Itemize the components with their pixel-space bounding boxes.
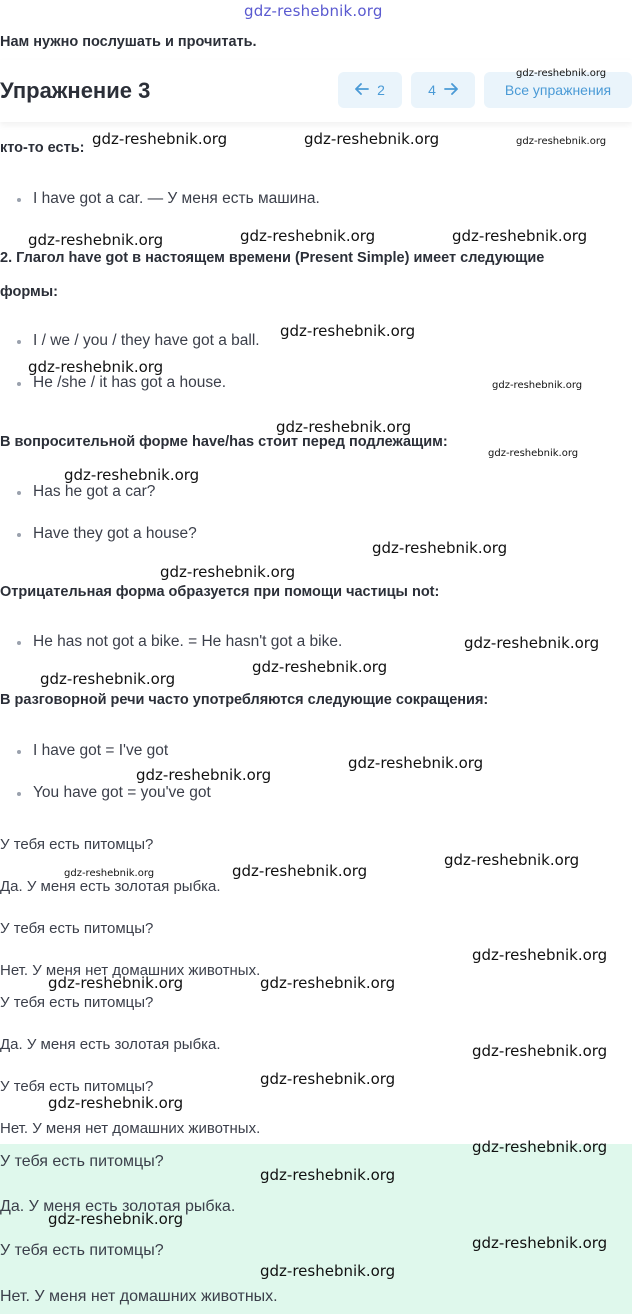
watermark: gdz-reshebnik.org	[260, 1070, 396, 1088]
watermark: gdz-reshebnik.org	[48, 974, 184, 992]
dialogue-answer: Нет. У меня нет домашних животных.	[0, 1120, 261, 1137]
rule-point-2-cont: формы:	[0, 284, 58, 300]
bullet	[17, 641, 21, 645]
bullet	[17, 491, 21, 495]
next-exercise-label: 4	[428, 82, 436, 98]
watermark: gdz-reshebnik.org	[28, 358, 164, 376]
watermark: gdz-reshebnik.org	[260, 1262, 396, 1280]
example-item: I have got a car. — У меня есть машина.	[33, 190, 320, 207]
watermark: gdz-reshebnik.org	[472, 946, 608, 964]
prev-exercise-button[interactable]	[338, 72, 402, 108]
watermark: gdz-reshebnik.org	[472, 1234, 608, 1252]
watermark: gdz-reshebnik.org	[280, 322, 416, 340]
watermark: gdz-reshebnik.org	[40, 670, 176, 688]
all-exercises-label: Все упражнения	[504, 82, 612, 98]
dialogue-answer: Нет. У меня нет домашних животных.	[0, 962, 261, 979]
watermark: gdz-reshebnik.org	[252, 658, 388, 676]
question-item: Have they got a house?	[33, 525, 197, 542]
prev-exercise-label: 2	[377, 82, 385, 98]
theory-line: кто-то есть:	[0, 140, 85, 156]
dialogue-question: У тебя есть питомцы?	[0, 994, 154, 1011]
watermark: gdz-reshebnik.org	[160, 563, 296, 581]
watermark: gdz-reshebnik.org	[452, 227, 588, 245]
watermark: gdz-reshebnik.org	[92, 130, 228, 148]
watermark: gdz-reshebnik.org	[488, 448, 579, 459]
watermark: gdz-reshebnik.org	[232, 862, 368, 880]
question-rule: В вопросительной форме have/has стоит перед подлежащим:	[0, 434, 448, 450]
bullet	[17, 340, 21, 344]
watermark: gdz-reshebnik.org	[472, 1138, 608, 1156]
watermark: gdz-reshebnik.org	[492, 380, 583, 391]
answer-line: Нет. У меня нет домашних животных.	[0, 1288, 278, 1305]
contraction-item: You have got = you've got	[33, 784, 211, 801]
watermark: gdz-reshebnik.org	[28, 231, 164, 249]
watermark: gdz-reshebnik.org	[260, 974, 396, 992]
watermark: gdz-reshebnik.org	[516, 68, 607, 79]
exercise-title: Упражнение 3	[0, 78, 151, 103]
question-item: Has he got a car?	[33, 483, 156, 500]
answer-question: У тебя есть питомцы?	[0, 1242, 164, 1259]
bullet	[17, 533, 21, 537]
negative-item: He has not got a bike. = He hasn't got a bike.	[33, 633, 343, 650]
watermark: gdz-reshebnik.org	[276, 418, 412, 436]
watermark: gdz-reshebnik.org	[240, 227, 376, 245]
watermark: gdz-reshebnik.org	[260, 1166, 396, 1184]
watermark: gdz-reshebnik.org	[136, 766, 272, 784]
dialogue-answer: Да. У меня есть золотая рыбка.	[0, 878, 221, 895]
dialogue-question: У тебя есть питомцы?	[0, 1078, 154, 1095]
bullet	[17, 750, 21, 754]
watermark: gdz-reshebnik.org	[516, 136, 607, 147]
negative-rule: Отрицательная форма образуется при помощи частицы not:	[0, 584, 440, 600]
rule-point-2: 2. Глагол have got в настоящем времени (Present Simple) имеет следующие	[0, 250, 545, 266]
dialogue-answer: Да. У меня есть золотая рыбка.	[0, 1036, 221, 1053]
bullet	[17, 198, 21, 202]
watermark: gdz-reshebnik.org	[48, 1210, 184, 1228]
dialogue-question: У тебя есть питомцы?	[0, 920, 154, 937]
watermark: gdz-reshebnik.org	[48, 1094, 184, 1112]
form-item: He /she / it has got a house.	[33, 374, 227, 391]
bullet	[17, 382, 21, 386]
intro-text: Нам нужно послушать и прочитать.	[0, 34, 257, 50]
watermark: gdz-reshebnik.org	[244, 2, 383, 20]
dialogue-question: У тебя есть питомцы?	[0, 836, 154, 853]
arrow-left-icon	[355, 82, 369, 98]
watermark: gdz-reshebnik.org	[372, 539, 508, 557]
watermark: gdz-reshebnik.org	[64, 868, 155, 879]
watermark: gdz-reshebnik.org	[64, 466, 200, 484]
contraction-rule: В разговорной речи часто употребляются следующие сокращения:	[0, 692, 489, 708]
watermark: gdz-reshebnik.org	[472, 1042, 608, 1060]
answer-question: У тебя есть питомцы?	[0, 1153, 164, 1170]
watermark: gdz-reshebnik.org	[304, 130, 440, 148]
next-exercise-button[interactable]	[411, 72, 475, 108]
answer-line: Да. У меня есть золотая рыбка.	[0, 1198, 236, 1215]
arrow-right-icon	[444, 82, 458, 98]
watermark: gdz-reshebnik.org	[444, 851, 580, 869]
contraction-item: I have got = I've got	[33, 742, 169, 759]
watermark: gdz-reshebnik.org	[464, 634, 600, 652]
bullet	[17, 792, 21, 796]
watermark: gdz-reshebnik.org	[348, 754, 484, 772]
form-item: I / we / you / they have got a ball.	[33, 332, 260, 349]
